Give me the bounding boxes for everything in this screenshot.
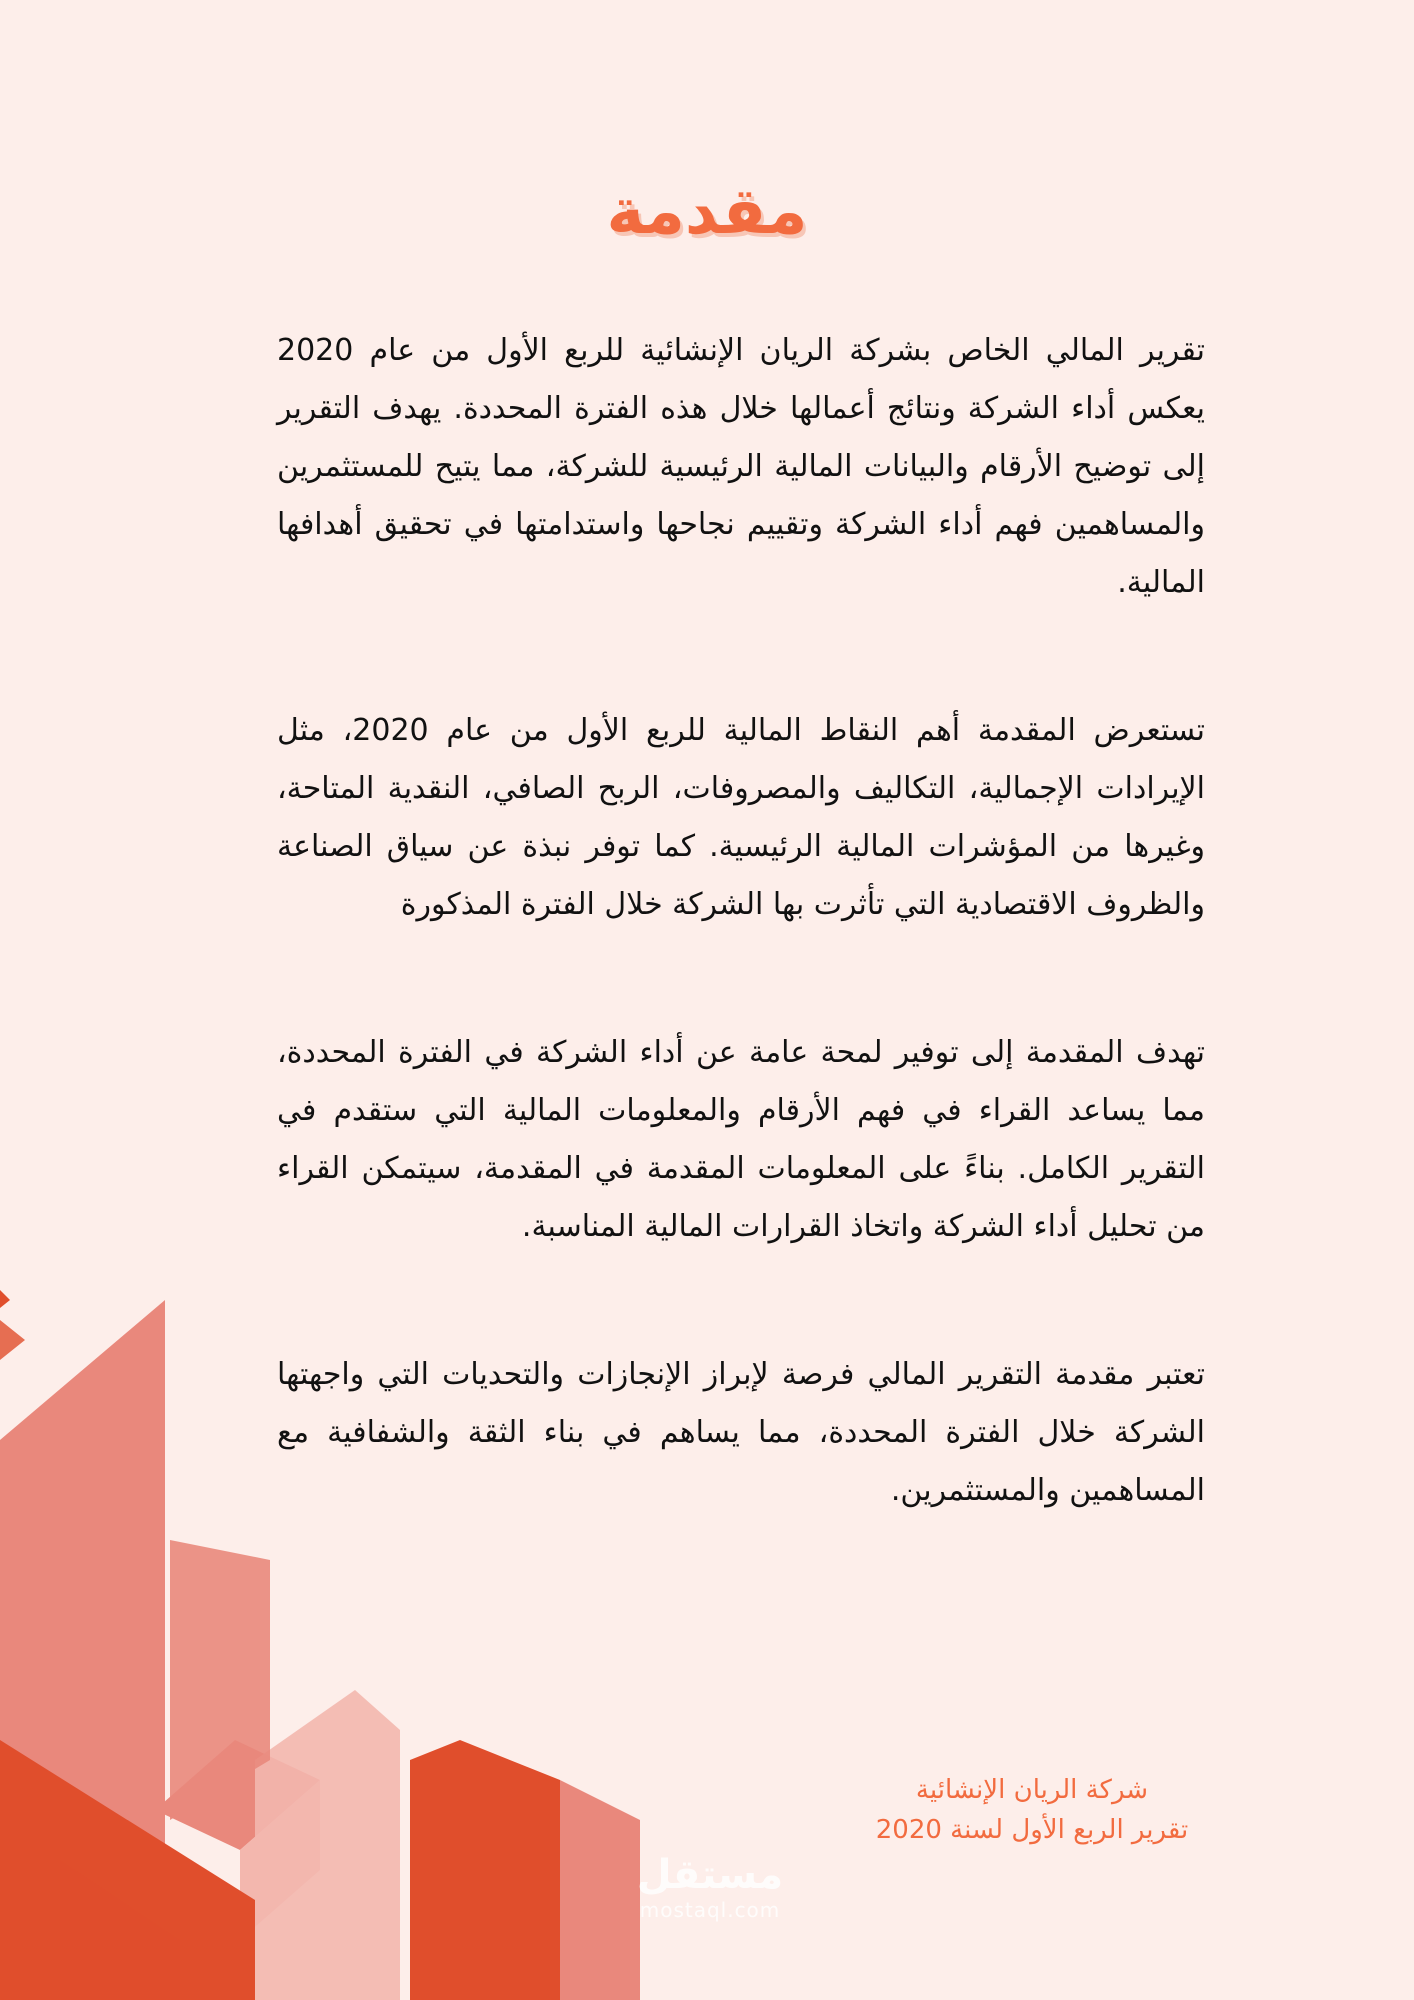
block-face (460, 1740, 560, 2000)
block-face (0, 1320, 25, 1360)
block-face (410, 1740, 460, 2000)
paragraph: تقرير المالي الخاص بشركة الريان الإنشائية للربع الأول من عام 2020 يعكس أداء الشركة ونتائج أعمالها خلال هذه الفترة المحددة. يهدف التقرير إلى توضيح الأرقام والبيانات المالية الرئيسية للشركة، مما يتيح للمستثمرين والمساهمين فهم أداء الشركة وتقييم نجاحها واستدامتها في تحقيق أهدافها المالية. (277, 333, 1205, 600)
watermark-logo: مستقل (636, 1852, 784, 1898)
intro-body (277, 322, 1205, 1610)
paragraph: تهدف المقدمة إلى توفير لمحة عامة عن أداء الشركة في الفترة المحددة، مما يساعد القراء في فهم الأرقام والمعلومات المالية التي ستقدم في التقرير الكامل. بناءً على المعلومات المقدمة في المقدمة، سيتمكن القراء من تحليل أداء الشركة واتخاذ القرارات المالية المناسبة. (277, 1035, 1205, 1244)
block-face (165, 1290, 185, 1530)
block-face (255, 1690, 400, 2000)
block-face (0, 1290, 10, 1308)
watermark-domain: mostaql.com (639, 1898, 781, 1922)
page-title: مقدمة (606, 175, 808, 249)
footer-report: تقرير الربع الأول لسنة 2020 (875, 1815, 1189, 1845)
paragraph: تعتبر مقدمة التقرير المالي فرصة لإبراز الإنجازات والتحديات التي واجهتها الشركة خلال الفترة المحددة، مما يساهم في بناء الثقة والشفافية مع المساهمين والمستثمرين. (277, 1357, 1205, 1508)
paragraph: تستعرض المقدمة أهم النقاط المالية للربع الأول من عام 2020، مثل الإيرادات الإجمالية، التكاليف والمصروفات، الربح الصافي، النقدية المتاحة، وغيرها من المؤشرات المالية الرئيسية. كما توفر نبذة عن سياق الصناعة والظروف الاقتصادية التي تأثرت بها الشركة خلال الفترة المذكورة (277, 713, 1206, 922)
footer (772, 1770, 1292, 1850)
footer-company: شركة الريان الإنشائية (915, 1775, 1149, 1805)
watermark (600, 1852, 820, 1922)
